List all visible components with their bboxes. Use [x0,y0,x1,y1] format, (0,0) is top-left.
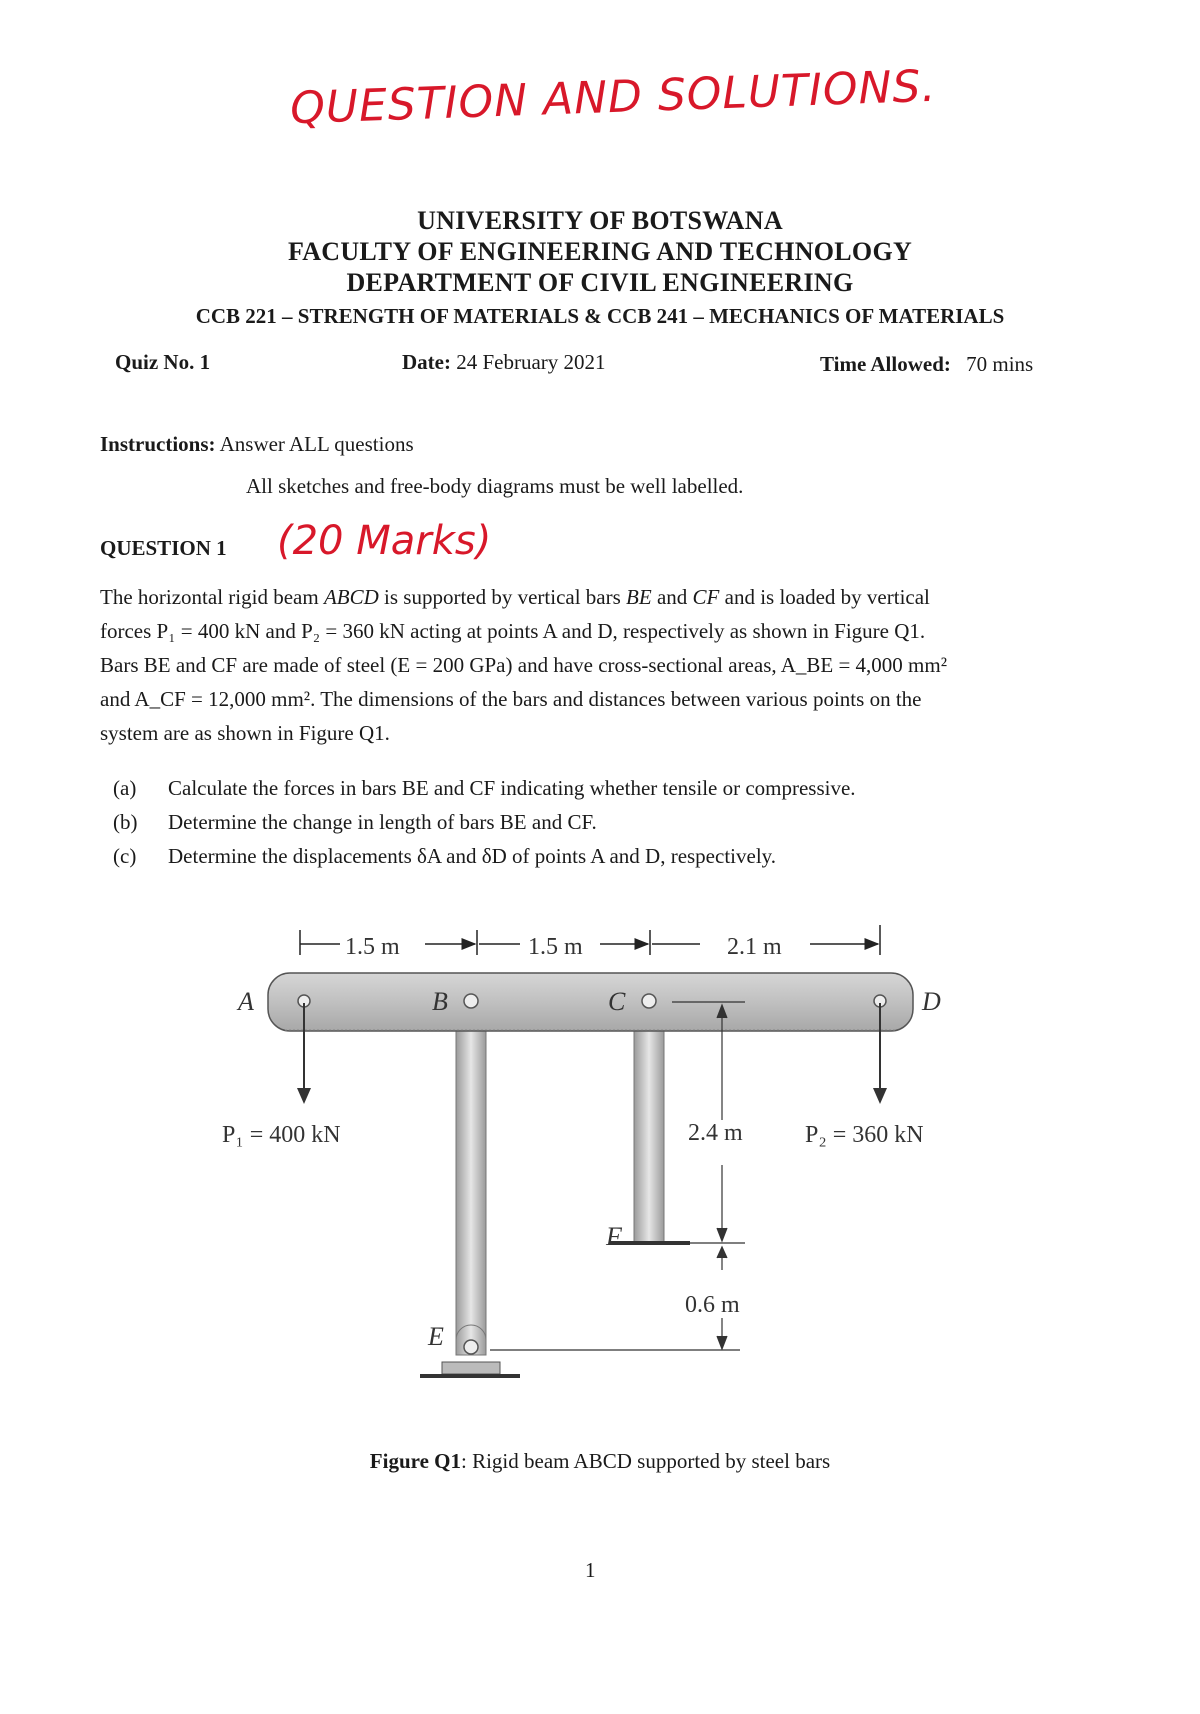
date-label: Date: [402,350,451,374]
para-line-1: The horizontal rigid beam ABCD is supported by vertical bars BE and CF and is loaded by vertical [100,585,930,609]
instructions-label: Instructions: [100,432,216,456]
figure-caption [0,1449,1200,1474]
instructions-line2: All sketches and free-body diagrams must be well labelled. [246,474,744,498]
dim-label-3: 2.1 m [727,934,782,960]
label-a: A [238,987,254,1016]
caption-label: Figure Q1 [369,1449,461,1473]
course-title: CCB 221 – STRENGTH OF MATERIALS & CCB 241 – MECHANICS OF MATERIALS [195,304,1005,328]
bar-be [456,985,486,1355]
pin-e [464,1340,478,1354]
para-line-2: forces P₁ = 400 kN and P₂ = 360 kN acting at points A and D, respectively as shown in Figure Q1. [100,619,926,643]
label-d: D [922,987,941,1016]
para-line-3: Bars BE and CF are made of steel (E = 200 GPa) and have cross-sectional areas, A_BE = 4,000 mm² [100,653,948,677]
dim-label-v2: 0.6 m [685,1292,740,1318]
pin-c [642,994,656,1008]
time-value: 70 mins [966,352,1034,376]
dim-label-v1: 2.4 m [688,1120,743,1146]
department-name: DEPARTMENT OF CIVIL ENGINEERING [346,268,854,297]
faculty-name: FACULTY OF ENGINEERING AND TECHNOLOGY [287,237,913,266]
caption-text: : Rigid beam ABCD supported by steel bars [460,1449,831,1473]
handwritten-title: QUESTION AND SOLUTIONS. [289,60,938,135]
rigid-beam-abcd [268,973,913,1031]
para-line-4: and A_CF = 12,000 mm². The dimensions of the bars and distances between various points on the [100,687,922,711]
load-label-p2: P₂ = 360 kN [805,1122,924,1148]
date-value: 24 February 2021 [456,350,606,374]
label-b: B [432,987,448,1016]
label-c: C [608,987,626,1016]
part-c: (c) Determine the displacements δA and δD of points A and D, respectively. [113,844,777,868]
label-f: F [606,1222,622,1251]
pin-b [464,994,478,1008]
instructions-line1: Answer ALL questions [219,432,414,456]
para-line-5: system are as shown in Figure Q1. [100,721,390,745]
support-f [610,1241,690,1245]
marks-handwritten: (20 Marks) [277,518,492,564]
dim-label-1: 1.5 m [345,934,400,960]
part-a: (a) Calculate the forces in bars BE and CF indicating whether tensile or compressive. [113,776,856,800]
question-heading: QUESTION 1 [100,536,227,560]
time-label: Time Allowed: [820,352,951,376]
load-label-p1: P₁ = 400 kN [222,1122,341,1148]
page-number: 1 [585,1558,596,1582]
university-name: UNIVERSITY OF BOTSWANA [417,206,783,235]
support-e [420,1362,520,1378]
label-e: E [428,1322,444,1351]
quiz-number: Quiz No. 1 [115,350,211,374]
dim-label-2: 1.5 m [528,934,583,960]
part-b: (b) Determine the change in length of bars BE and CF. [113,810,597,834]
